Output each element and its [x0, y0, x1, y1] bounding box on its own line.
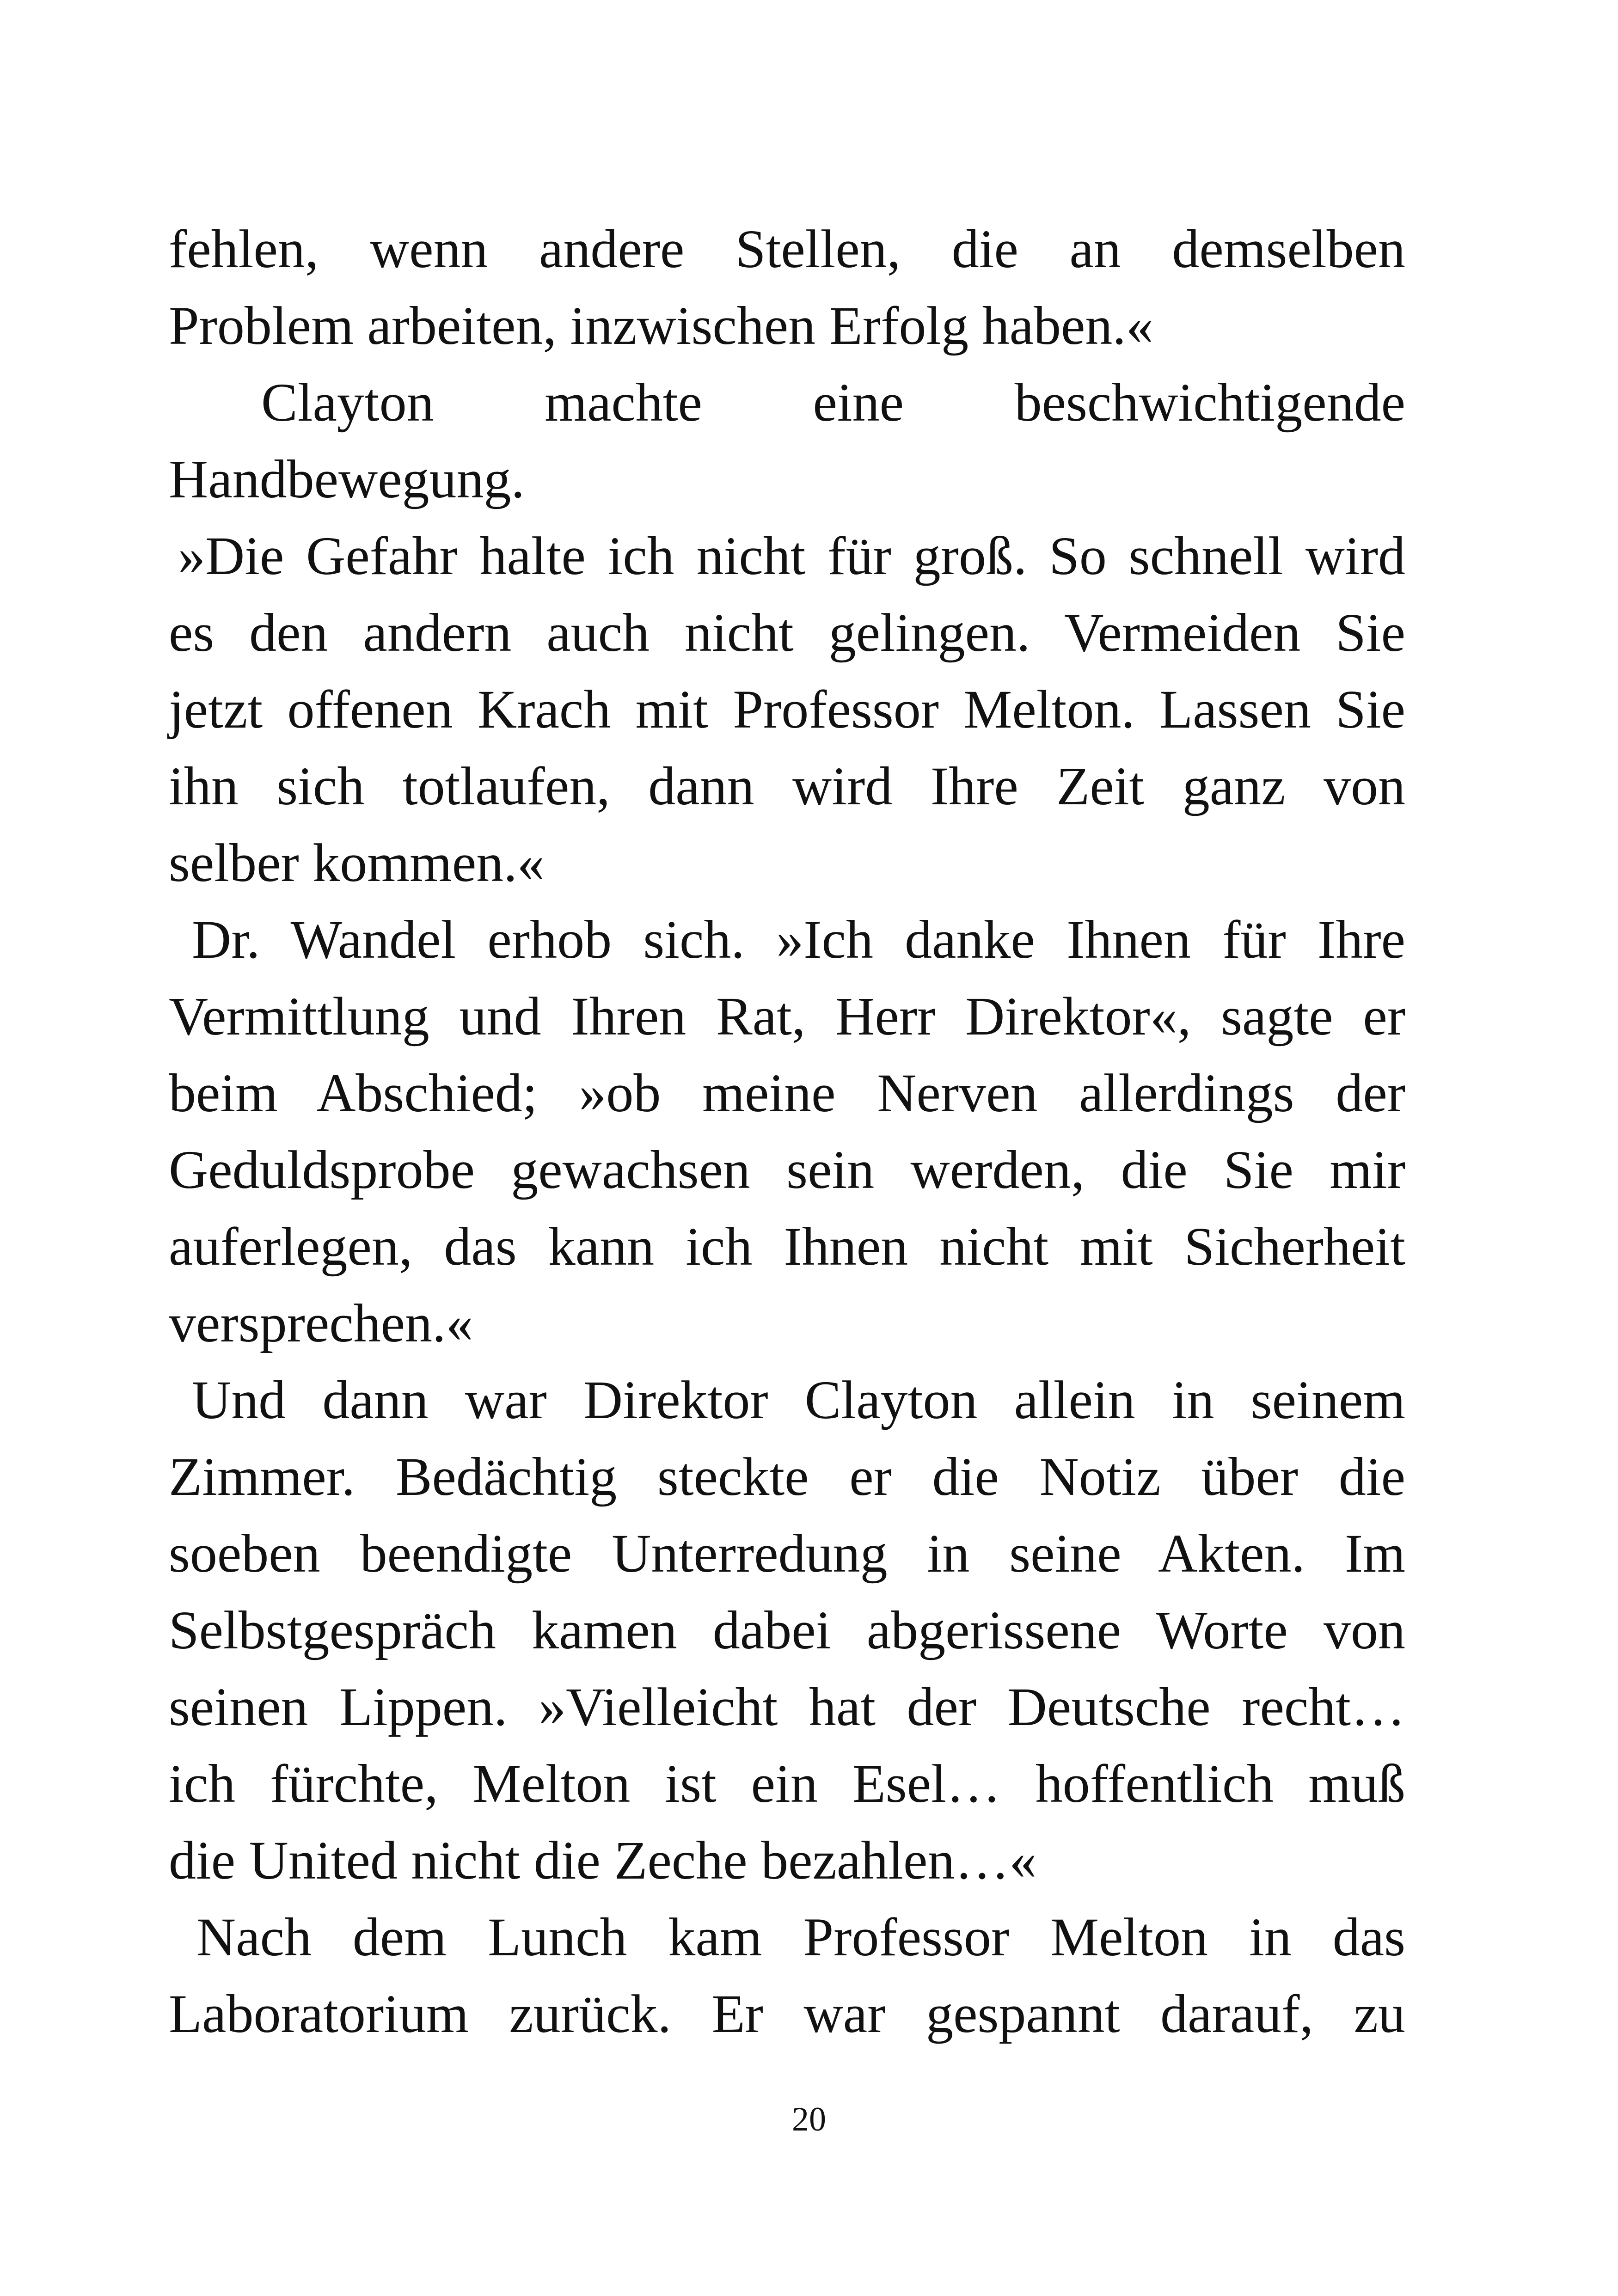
text-line: Dr. Wandel erhob sich. »Ich danke Ihnen für Ihre — [192, 909, 1405, 970]
text-line: Clayton machte eine beschwichtigende — [261, 372, 1405, 433]
text-line: Problem arbeiten, inzwischen Erfolg haben.« — [169, 295, 1153, 356]
text-line: Und dann war Direktor Clayton allein in seinem — [192, 1370, 1405, 1430]
text-line: beim Abschied; »ob meine Nerven allerdings der — [169, 1063, 1405, 1123]
text-line: ihn sich totlaufen, dann wird Ihre Zeit ganz von — [169, 756, 1405, 816]
text-line: Zimmer. Bedächtig steckte er die Notiz über die — [169, 1446, 1405, 1507]
text-line: es den andern auch nicht gelingen. Vermeiden Sie — [169, 602, 1405, 663]
text-line: auferlegen, das kann ich Ihnen nicht mit Sicherheit — [169, 1216, 1405, 1277]
text-line: »Die Gefahr halte ich nicht für groß. So schnell wird — [178, 526, 1405, 586]
text-line: die United nicht die Zeche bezahlen…« — [169, 1830, 1037, 1891]
text-line: Selbstgespräch kamen dabei abgerissene Worte von — [169, 1600, 1405, 1660]
text-line: Vermittlung und Ihren Rat, Herr Direktor«, sagte er — [169, 986, 1405, 1047]
text-line: jetzt offenen Krach mit Professor Melton. Lassen Sie — [169, 679, 1405, 740]
text-line: Geduldsprobe gewachsen sein werden, die Sie mir — [169, 1139, 1405, 1200]
body-text — [169, 211, 1405, 2052]
text-line: Handbewegung. — [169, 449, 525, 509]
text-line: versprechen.« — [169, 1293, 473, 1353]
text-line: Laboratorium zurück. Er war gespannt darauf, zu — [169, 1984, 1405, 2044]
text-line: Nach dem Lunch kam Professor Melton in das — [196, 1907, 1405, 1967]
text-line: ich fürchte, Melton ist ein Esel… hoffentlich muß — [169, 1753, 1405, 1814]
text-line: selber kommen.« — [169, 833, 545, 893]
page-number: 20 — [792, 2100, 826, 2138]
text-line: fehlen, wenn andere Stellen, die an demselben — [169, 219, 1405, 279]
text-line: soeben beendigte Unterredung in seine Akten. Im — [169, 1523, 1405, 1584]
text-line: seinen Lippen. »Vielleicht hat der Deutsche recht… — [169, 1677, 1405, 1737]
